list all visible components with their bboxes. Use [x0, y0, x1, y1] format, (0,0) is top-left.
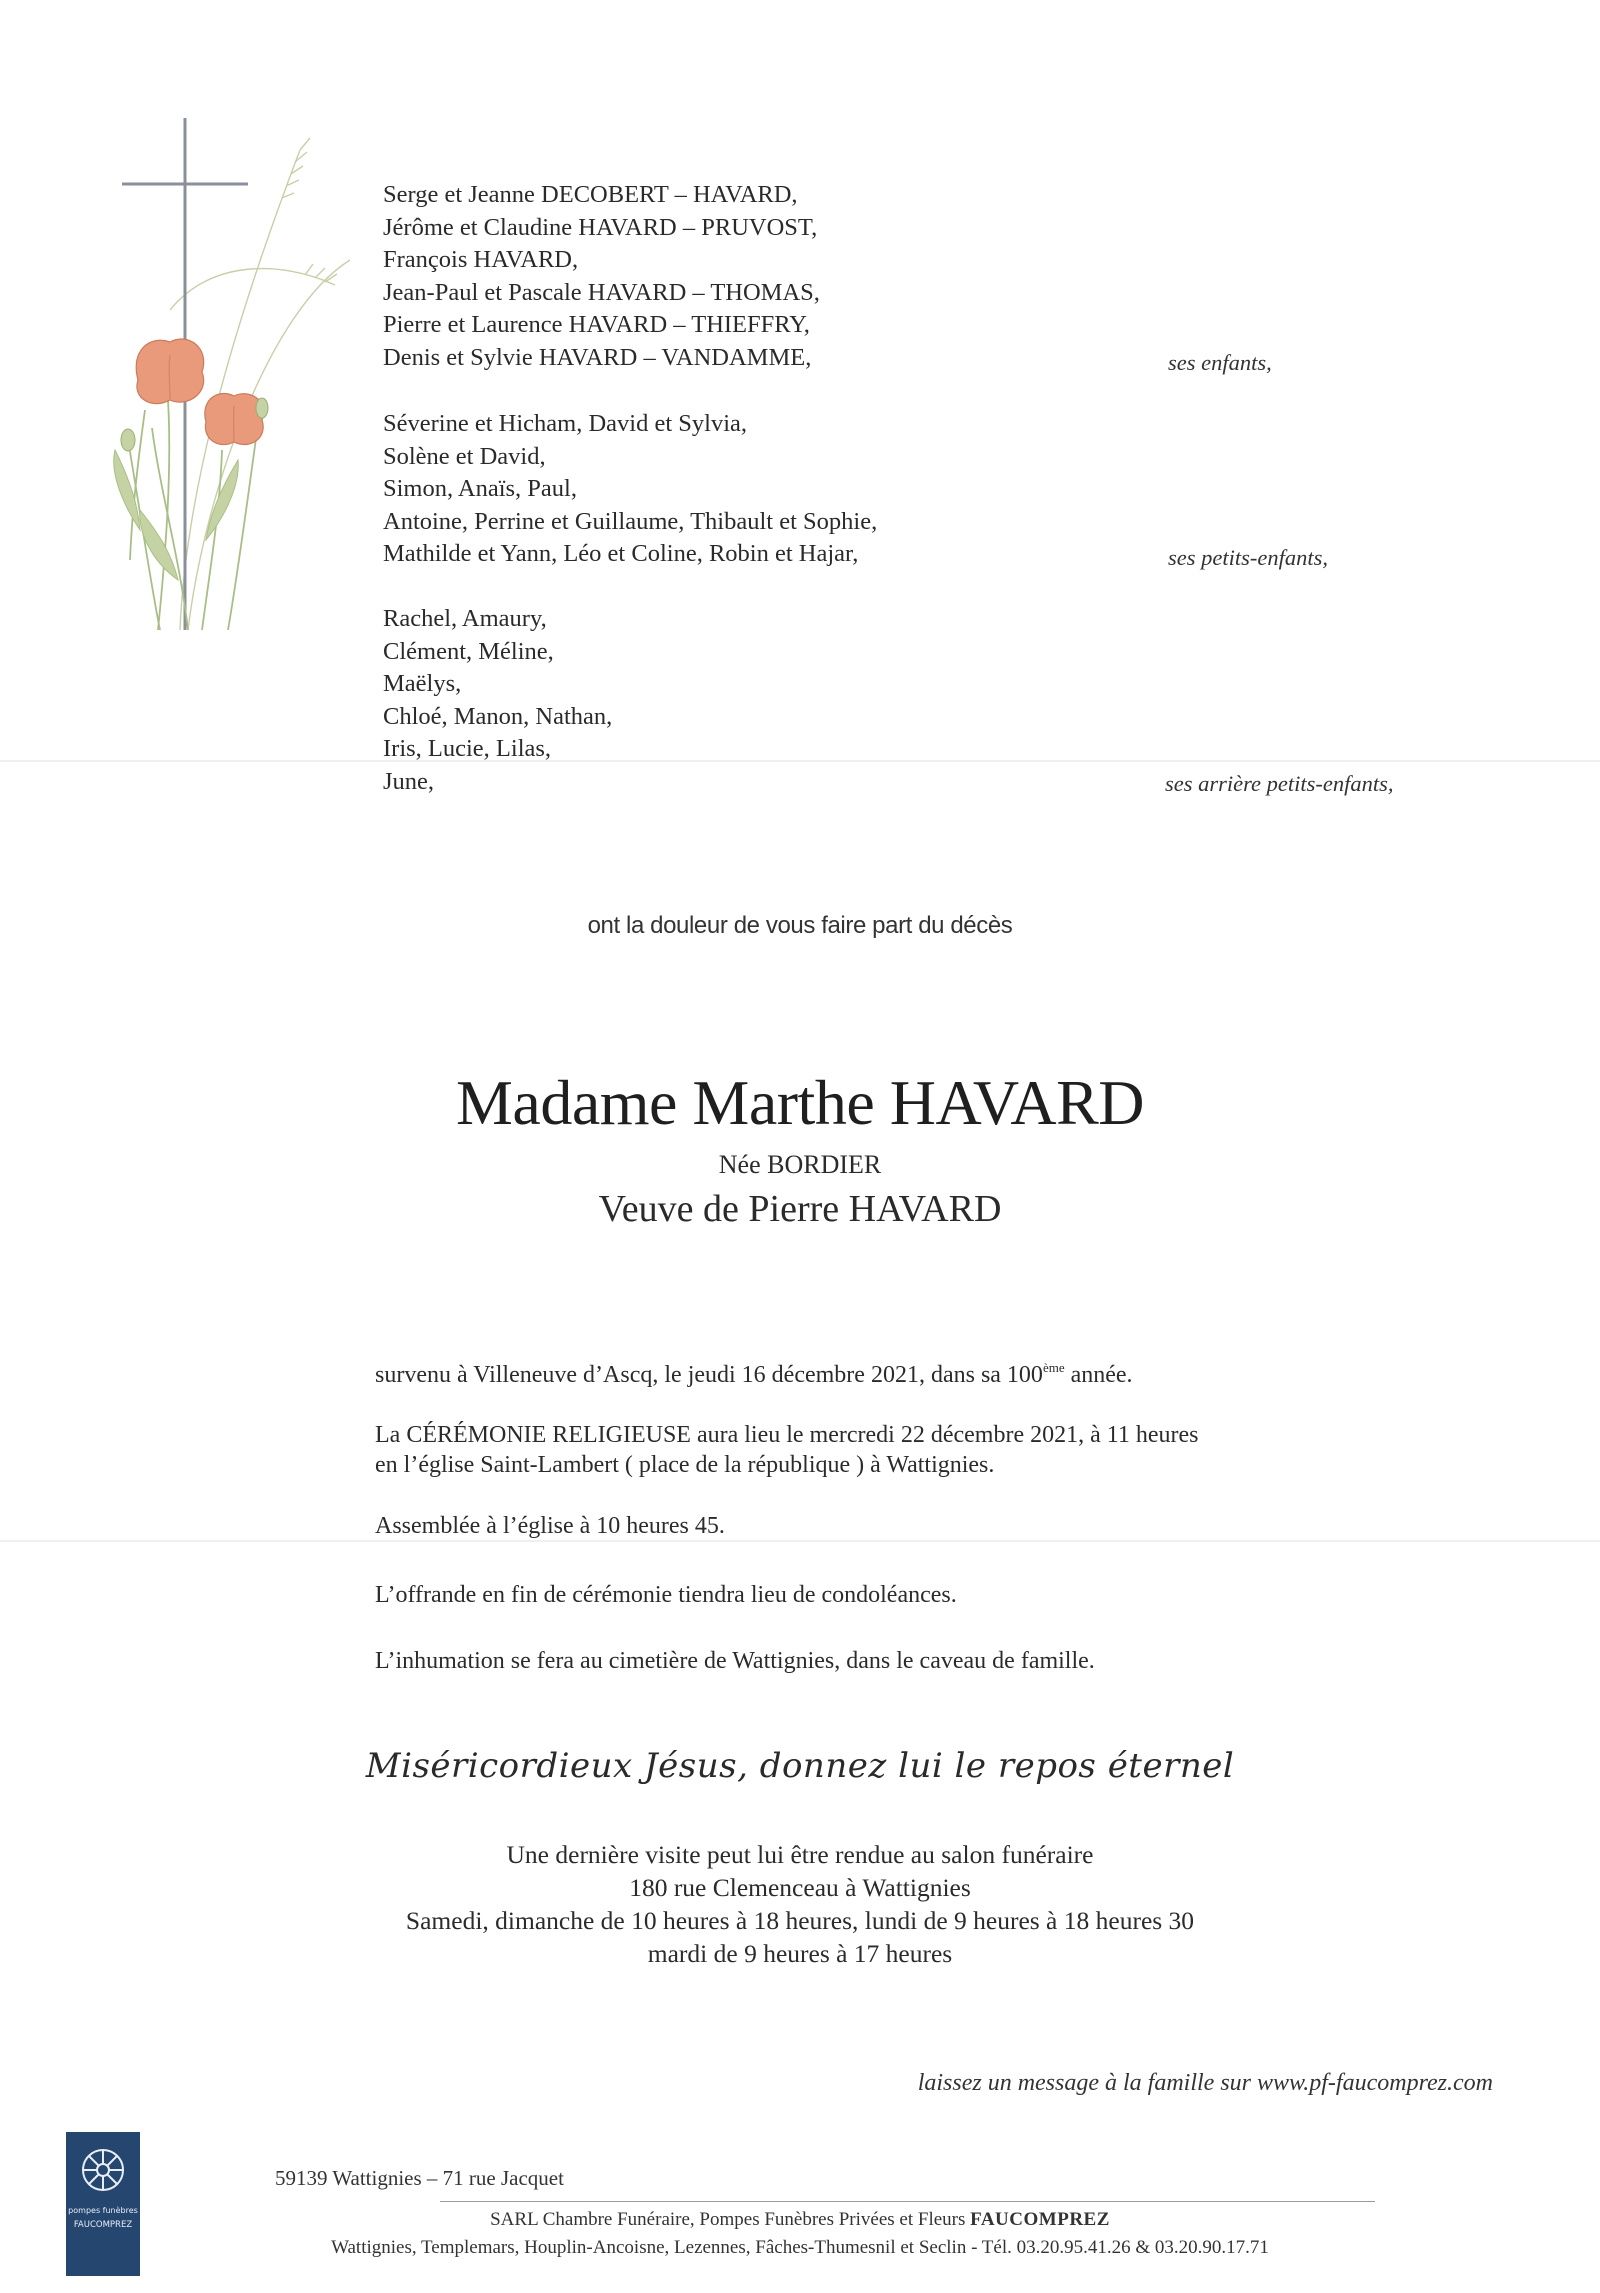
- ceremony-line: en l’église Saint-Lambert ( place de la république ) à Wattignies.: [375, 1452, 995, 1478]
- widow-of: Veuve de Pierre HAVARD: [598, 1188, 1002, 1230]
- poppy-flower-icon: [136, 339, 264, 445]
- ordinal-suffix: ème: [1042, 1360, 1065, 1375]
- rosette-icon: [79, 2146, 127, 2194]
- great-grandchildren-list: [383, 603, 612, 798]
- list-item: Clément, Méline,: [383, 637, 554, 665]
- list-item: Denis et Sylvie HAVARD – VANDAMME,: [383, 343, 812, 371]
- list-item: Jérôme et Claudine HAVARD – PRUVOST,: [383, 213, 818, 241]
- maiden-name: Née BORDIER: [718, 1150, 882, 1179]
- list-item: Jean-Paul et Pascale HAVARD – THOMAS,: [383, 278, 820, 306]
- list-item: Pierre et Laurence HAVARD – THIEFFRY,: [383, 311, 810, 338]
- company-name: FAUCOMPREZ: [970, 2209, 1110, 2230]
- grandchildren-list: [383, 408, 877, 571]
- prayer-text: Miséricordieux Jésus, donnez lui le repos éternel: [365, 1746, 1235, 1786]
- list-item: Mathilde et Yann, Léo et Coline, Robin et Hajar,: [383, 540, 859, 567]
- visit-line: Une dernière visite peut lui être rendue au salon funéraire: [506, 1840, 1094, 1869]
- logo-line: FAUCOMPREZ: [73, 2220, 133, 2230]
- fold-line: [0, 1540, 1600, 1542]
- announcement-intro: ont la douleur de vous faire part du décès: [587, 912, 1013, 939]
- deceased-name: Madame Marthe HAVARD: [456, 1067, 1144, 1138]
- cross-poppy-illustration: [110, 110, 350, 650]
- ceremony-details: [375, 1420, 1199, 1480]
- company-info: [0, 2206, 1600, 2262]
- footer-address: 59139 Wattignies – 71 rue Jacquet: [275, 2166, 564, 2190]
- list-item: June,: [383, 767, 435, 795]
- list-item: Séverine et Hicham, David et Sylvia,: [383, 410, 747, 437]
- list-item: Chloé, Manon, Nathan,: [383, 702, 613, 730]
- death-text: survenu à Villeneuve d’Ascq, le jeudi 16 décembre 2021, dans sa 100: [375, 1362, 1043, 1388]
- assembly-details: Assemblée à l’église à 10 heures 45.: [375, 1513, 725, 1539]
- list-item: Rachel, Amaury,: [383, 605, 547, 632]
- children-list: [383, 179, 820, 374]
- fold-line: [0, 760, 1600, 762]
- visit-line: mardi de 9 heures à 17 heures: [647, 1939, 953, 1968]
- list-item: Solène et David,: [383, 442, 546, 470]
- burial-details: L’inhumation se fera au cimetière de Wattignies, dans le caveau de famille.: [375, 1648, 1095, 1674]
- list-item: Simon, Anaïs, Paul,: [383, 475, 577, 502]
- great-grandchildren-role-label: ses arrière petits-enfants,: [1165, 771, 1394, 796]
- company-description: SARL Chambre Funéraire, Pompes Funèbres Privées et Fleurs: [490, 2209, 966, 2230]
- website-message: laissez un message à la famille sur www.pf-faucomprez.com: [917, 2070, 1493, 2096]
- footer-divider: [440, 2201, 1375, 2202]
- visit-line: Samedi, dimanche de 10 heures à 18 heures, lundi de 9 heures à 18 heures 30: [405, 1906, 1195, 1935]
- logo-line: pompes funèbres: [68, 2206, 138, 2215]
- company-line: [0, 2206, 1600, 2234]
- death-text-end: année.: [1064, 1362, 1133, 1388]
- list-item: Serge et Jeanne DECOBERT – HAVARD,: [383, 181, 798, 208]
- ceremony-line: La CÉRÉMONIE RELIGIEUSE aura lieu le mercredi 22 décembre 2021, à 11 heures: [375, 1422, 1199, 1448]
- list-item: Antoine, Perrine et Guillaume, Thibault et Sophie,: [383, 507, 878, 535]
- visit-line: 180 rue Clemenceau à Wattignies: [629, 1873, 971, 1902]
- visit-info: [0, 1838, 1600, 1970]
- offering-details: L’offrande en fin de cérémonie tiendra lieu de condoléances.: [375, 1582, 957, 1608]
- grandchildren-role-label: ses petits-enfants,: [1168, 545, 1328, 570]
- list-item: Iris, Lucie, Lilas,: [383, 735, 552, 762]
- list-item: François HAVARD,: [383, 246, 579, 273]
- children-role-label: ses enfants,: [1168, 350, 1272, 375]
- company-branches: Wattignies, Templemars, Houplin-Ancoisne, Lezennes, Fâches-Thumesnil et Seclin - Tél. 03.20.95.41.26 & 03.20.90.17.71: [331, 2237, 1269, 2258]
- death-details: [375, 1353, 1133, 1390]
- list-item: Maëlys,: [383, 670, 462, 697]
